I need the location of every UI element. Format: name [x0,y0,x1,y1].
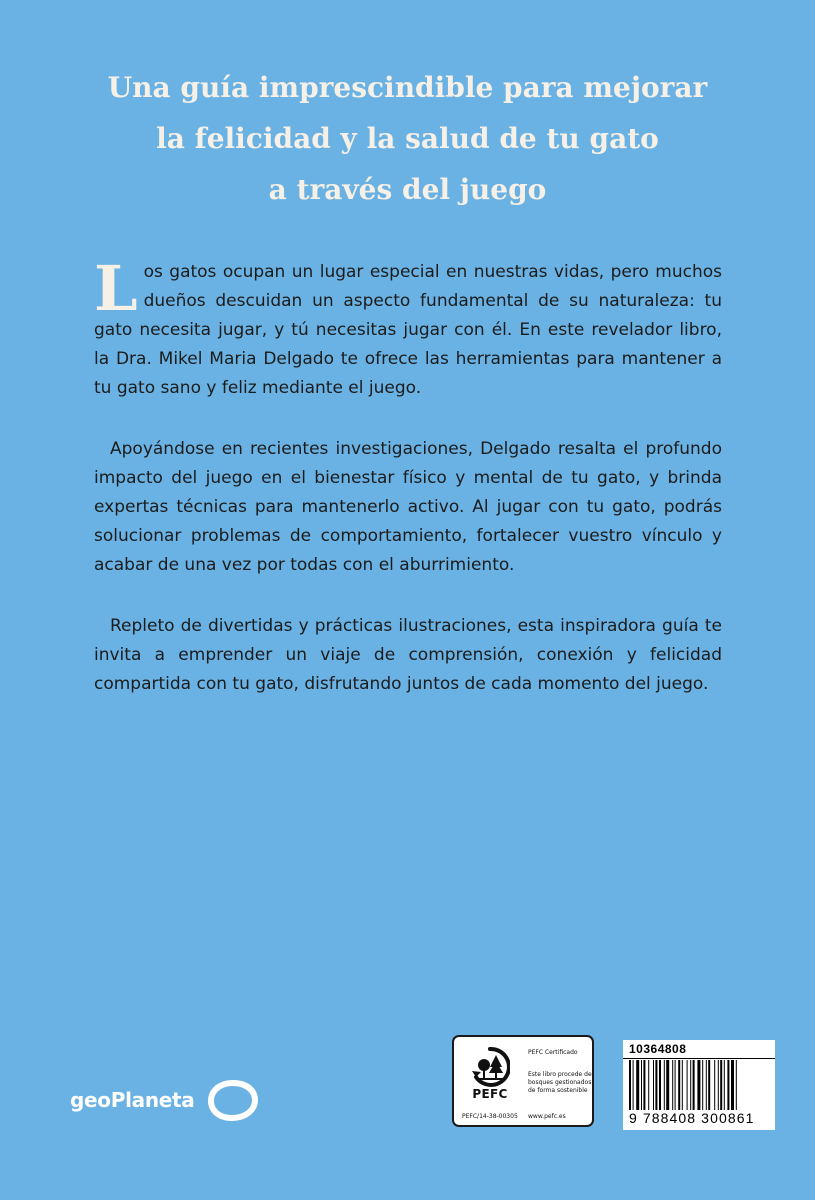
headline-line-2: la felicidad y la salud de tu gato [156,122,659,155]
blurb [94,252,722,731]
paragraph-3: Repleto de divertidas y prácticas ilustraciones, esta inspiradora guía te invita a emprender un viaje de comprensión, conexión y felicidad compartida con tu gato, disfrutando juntos de cada momento del juego. [94,616,722,694]
paragraph-1-text: os gatos ocupan un lugar especial en nuestras vidas, pero muchos dueños descuidan un aspecto fundamental de su naturaleza: tu gato necesita jugar, y tú necesitas jugar con él. En este revelador libro, la Dra. Mikel Maria Delgado te ofrece las herramientas para mantener a tu gato sano y feliz mediante el juego. [94,262,722,398]
pefc-description: Este libro procede de bosques gestionados de forma sostenible [528,1071,592,1094]
paragraph-1 [94,252,722,403]
headline [40,62,775,215]
publisher-logo [70,1075,263,1125]
tree-circle-icon [470,1047,510,1087]
isbn-number: 9 788408 300861 [629,1110,755,1126]
pefc-logo [464,1047,516,1117]
ring-logo-icon [203,1075,263,1125]
publisher-name: geoPlaneta [70,1088,195,1112]
barcode-icon [629,1060,769,1110]
headline-line-3: a través del juego [268,173,547,206]
pefc-label: PEFC [472,1087,508,1101]
pefc-code: PEFC/14-38-00305 [462,1113,518,1120]
pefc-url: www.pefc.es [528,1113,566,1120]
pefc-certification-badge [452,1035,594,1127]
barcode-box [623,1040,775,1130]
product-code: 10364808 [623,1042,775,1059]
headline-line-1: Una guía imprescindible para mejorar [107,71,708,104]
pefc-certified-text: PEFC Certificado [528,1049,578,1056]
drop-cap: L [94,252,138,325]
paragraph-2: Apoyándose en recientes investigaciones, Delgado resalta el profundo impacto del juego en el bienestar físico y mental de tu gato, y brinda expertas técnicas para mantenerlo activo. Al jugar con tu gato, podrás solucionar problemas de comportamiento, fortalecer vuestro vínculo y acabar de una vez por todas con el aburrimiento. [94,439,722,575]
